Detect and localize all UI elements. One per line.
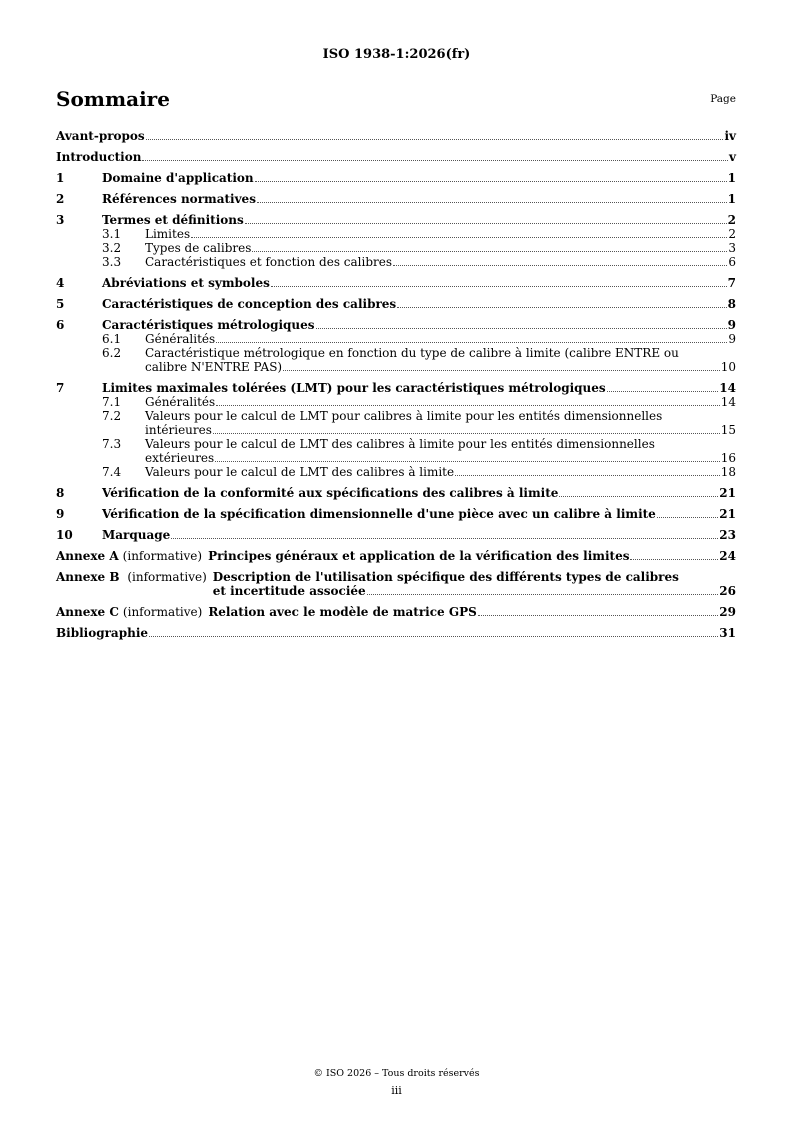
- toc-entry-text: Limites: [145, 227, 191, 241]
- toc-entry-page: 14: [719, 381, 736, 395]
- toc-group-3: [56, 213, 736, 269]
- toc-entry-text: Caractéristiques métrologiques: [102, 318, 315, 332]
- toc-entry-bibliographie[interactable]: [56, 626, 736, 640]
- toc-entry-page: 2: [728, 227, 736, 241]
- toc-entry-page: 10: [720, 360, 736, 374]
- page-number: iii: [391, 1084, 402, 1097]
- toc-entry-page: 24: [719, 549, 736, 563]
- toc-entry-number: 7.4: [102, 465, 122, 479]
- toc-group-6: [56, 318, 736, 374]
- annex-label: Annexe B: [56, 570, 120, 584]
- toc-entry-7-2[interactable]: [56, 409, 736, 437]
- toc-entry-1[interactable]: [56, 171, 736, 185]
- toc-entry-page: 29: [719, 605, 736, 619]
- toc-entry-text-line1: Valeurs pour le calcul de LMT pour calibres à limite pour les entités dimensionnelles: [145, 409, 663, 423]
- toc-entry-text: Vérification de la conformité aux spécifications des calibres à limite: [102, 486, 559, 500]
- toc-entry-page: v: [729, 150, 736, 164]
- toc-entry-number: 6.2: [102, 346, 122, 360]
- toc-entry-text-line1: Caractéristique métrologique en fonction du type de calibre à limite (calibre ENTRE ou: [145, 346, 679, 360]
- dot-leader: [149, 636, 718, 637]
- toc-entry-page: 1: [727, 171, 736, 185]
- toc-entry-number: 2: [56, 192, 65, 206]
- annex-info: (informative): [127, 570, 207, 584]
- copyright-notice: © ISO 2026 – Tous droits réservés: [313, 1068, 480, 1079]
- toc-entry-6-2[interactable]: [56, 346, 736, 374]
- toc-entry-page: 8: [727, 297, 736, 311]
- dot-leader: [216, 405, 720, 406]
- annex-title: Principes généraux et application de la vérification des limites: [208, 549, 630, 563]
- toc-entry-text: Vérification de la spécification dimensionnelle d'une pièce avec un calibre à limite: [102, 507, 656, 521]
- toc-entry-number: 3: [56, 213, 65, 227]
- toc-entry-annex-c[interactable]: [56, 605, 736, 619]
- toc-entry-text: Caractéristiques de conception des calibres: [102, 297, 397, 311]
- page-title: Sommaire: [56, 87, 170, 111]
- dot-leader: [191, 237, 727, 238]
- toc-entry-page: 14: [720, 395, 736, 409]
- toc-entry-number: 5: [56, 297, 65, 311]
- toc-entry-text: Abréviations et symboles: [102, 276, 270, 290]
- toc-entry-number: 3.2: [102, 241, 122, 255]
- dot-leader: [455, 475, 720, 476]
- toc-entry-text: Bibliographie: [56, 626, 149, 640]
- toc-entry-annex-a[interactable]: [56, 549, 736, 563]
- toc-group-7: [56, 381, 736, 479]
- dot-leader: [397, 307, 726, 308]
- dot-leader: [215, 461, 720, 462]
- dot-leader: [216, 342, 727, 343]
- toc-entry-number: 4: [56, 276, 65, 290]
- dot-leader: [245, 223, 727, 224]
- toc-entry-page: 16: [720, 451, 736, 465]
- toc-entry-number: 3.1: [102, 227, 122, 241]
- toc-entry-7[interactable]: [56, 381, 736, 395]
- toc-entry-avant-propos[interactable]: [56, 129, 736, 143]
- toc-entry-text: Types de calibres: [145, 241, 252, 255]
- table-of-contents: [56, 129, 736, 647]
- toc-entry-page: 15: [720, 423, 736, 437]
- toc-entry-page: 9: [728, 332, 736, 346]
- page-column-label: Page: [710, 93, 736, 105]
- toc-entry-text-line2: extérieures: [145, 451, 215, 465]
- toc-entry-number: 6.1: [102, 332, 122, 346]
- toc-entry-page: 1: [727, 192, 736, 206]
- toc-entry-2[interactable]: [56, 192, 736, 206]
- dot-leader: [283, 370, 720, 371]
- dot-leader: [316, 328, 727, 329]
- toc-entry-10[interactable]: [56, 528, 736, 542]
- toc-entry-number: 10: [56, 528, 73, 542]
- toc-entry-page: iv: [724, 129, 736, 143]
- toc-entry-text-line2: calibre N'ENTRE PAS): [145, 360, 283, 374]
- toc-entry-7-3[interactable]: [56, 437, 736, 465]
- toc-entry-text: Termes et définitions: [102, 213, 244, 227]
- dot-leader: [657, 517, 718, 518]
- toc-entry-page: 23: [719, 528, 736, 542]
- toc-entry-text: Limites maximales tolérées (LMT) pour les caractéristiques métrologiques: [102, 381, 606, 395]
- toc-entry-page: 18: [720, 465, 736, 479]
- toc-entry-text-line1: Valeurs pour le calcul de LMT des calibres à limite pour les entités dimensionnelles: [145, 437, 655, 451]
- toc-entry-number: 7.2: [102, 409, 122, 423]
- dot-leader: [213, 433, 720, 434]
- dot-leader: [607, 391, 719, 392]
- annex-info: (informative): [122, 549, 203, 563]
- dot-leader: [271, 286, 727, 287]
- toc-entry-introduction[interactable]: [56, 150, 736, 164]
- toc-entry-text: Généralités: [145, 395, 216, 409]
- toc-entry-text: Généralités: [145, 332, 216, 346]
- toc-entry-number: 7: [56, 381, 65, 395]
- toc-entry-3-2[interactable]: [56, 241, 736, 255]
- annex-title-line1: Description de l'utilisation spécifique des différents types de calibres: [212, 570, 679, 584]
- toc-entry-number: 7.3: [102, 437, 122, 451]
- toc-entry-text: Valeurs pour le calcul de LMT des calibres à limite: [145, 465, 455, 479]
- toc-entry-5[interactable]: [56, 297, 736, 311]
- toc-entry-page: 31: [719, 626, 736, 640]
- toc-entry-text: Domaine d'application: [102, 171, 254, 185]
- toc-entry-number: 9: [56, 507, 65, 521]
- dot-leader: [478, 615, 719, 616]
- annex-label: Annexe C: [56, 605, 119, 619]
- toc-entry-number: 6: [56, 318, 65, 332]
- toc-entry-page: 2: [727, 213, 736, 227]
- dot-leader: [255, 181, 727, 182]
- toc-entry-3-3[interactable]: [56, 255, 736, 269]
- dot-leader: [367, 594, 719, 595]
- toc-entry-page: 7: [727, 276, 736, 290]
- dot-leader: [393, 265, 727, 266]
- toc-entry-3[interactable]: [56, 213, 736, 227]
- toc-entry-number: 7.1: [102, 395, 122, 409]
- toc-entry-number: 1: [56, 171, 65, 185]
- dot-leader: [171, 538, 718, 539]
- toc-entry-text: Avant-propos: [56, 129, 145, 143]
- dot-leader: [257, 202, 727, 203]
- toc-entry-4[interactable]: [56, 276, 736, 290]
- toc-entry-text: Marquage: [102, 528, 171, 542]
- toc-entry-number: 3.3: [102, 255, 122, 269]
- toc-entry-text: Références normatives: [102, 192, 256, 206]
- toc-entry-7-4[interactable]: [56, 465, 736, 479]
- dot-leader: [252, 251, 727, 252]
- document-header: ISO 1938-1:2026(fr): [322, 47, 471, 62]
- toc-entry-6[interactable]: [56, 318, 736, 332]
- toc-entry-7-1[interactable]: [56, 395, 736, 409]
- toc-entry-page: 26: [719, 584, 736, 598]
- annex-title-line2: et incertitude associée: [212, 584, 366, 598]
- toc-entry-text: Introduction: [56, 150, 142, 164]
- toc-entry-page: 21: [719, 486, 736, 500]
- toc-entry-page: 6: [728, 255, 736, 269]
- toc-entry-text-line2: intérieures: [145, 423, 212, 437]
- toc-entry-9[interactable]: [56, 507, 736, 521]
- toc-entry-annex-b[interactable]: [56, 570, 736, 598]
- toc-entry-page: 3: [728, 241, 736, 255]
- dot-leader: [142, 160, 728, 161]
- dot-leader: [630, 559, 718, 560]
- dot-leader: [146, 139, 724, 140]
- toc-entry-3-1[interactable]: [56, 227, 736, 241]
- toc-entry-8[interactable]: [56, 486, 736, 500]
- toc-entry-6-1[interactable]: [56, 332, 736, 346]
- annex-info: (informative): [122, 605, 203, 619]
- toc-entry-number: 8: [56, 486, 65, 500]
- annex-title: Relation avec le modèle de matrice GPS: [208, 605, 477, 619]
- toc-entry-page: 9: [727, 318, 736, 332]
- annex-label: Annexe A: [56, 549, 119, 563]
- toc-entry-page: 21: [719, 507, 736, 521]
- toc-entry-text: Caractéristiques et fonction des calibres: [145, 255, 393, 269]
- dot-leader: [559, 496, 718, 497]
